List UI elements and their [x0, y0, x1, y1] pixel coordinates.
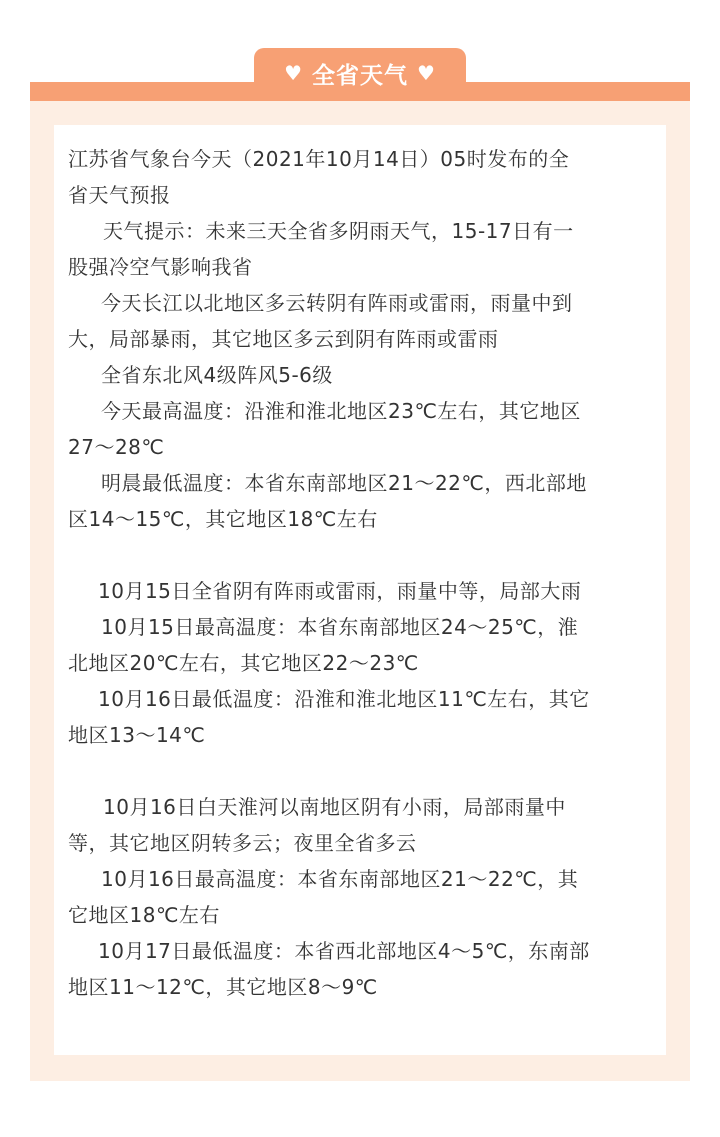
- text-line: 今天长江以北地区多云转阴有阵雨或雷雨，雨量中到: [101, 291, 573, 315]
- heart-icon: ♥: [417, 61, 436, 85]
- text-line: 明晨最低温度：本省东南部地区21～22℃，西北部地: [101, 471, 587, 495]
- text-line: 10月15日全省阴有阵雨或雷雨，雨量中等，局部大雨: [98, 579, 582, 603]
- heart-icon: ♥: [284, 61, 303, 85]
- text-line: 等，其它地区阴转多云；夜里全省多云: [68, 831, 417, 855]
- text-line: 地区11～12℃，其它地区8～9℃: [68, 975, 378, 999]
- text-line: 10月16日最高温度：本省东南部地区21～22℃，其: [101, 867, 579, 891]
- text-line: 省天气预报: [68, 183, 171, 207]
- text-line: 今天最高温度：沿淮和淮北地区23℃左右，其它地区: [101, 399, 581, 423]
- text-line: 10月16日白天淮河以南地区阴有小雨，局部雨量中: [103, 795, 566, 819]
- text-line: 地区13～14℃: [68, 723, 206, 747]
- text-line: 10月16日最低温度：沿淮和淮北地区11℃左右，其它: [98, 687, 590, 711]
- text-line: 全省东北风4级阵风5-6级: [101, 363, 333, 387]
- text-line: 江苏省气象台今天（2021年10月14日）05时发布的全: [68, 147, 570, 171]
- text-line: 10月15日最高温度：本省东南部地区24～25℃，淮: [101, 615, 579, 639]
- section-header: [254, 48, 466, 98]
- text-line: 区14～15℃，其它地区18℃左右: [68, 507, 378, 531]
- text-line: 它地区18℃左右: [68, 903, 220, 927]
- text-line: 北地区20℃左右，其它地区22～23℃: [68, 651, 419, 675]
- text-line: 27～28℃: [68, 435, 165, 459]
- section-title: 全省天气: [312, 62, 408, 89]
- text-line: 大，局部暴雨，其它地区多云到阴有阵雨或雷雨: [68, 327, 499, 351]
- text-line: 股强冷空气影响我省: [68, 255, 253, 279]
- text-line: 天气提示：未来三天全省多阴雨天气，15-17日有一: [103, 219, 574, 243]
- text-line: 10月17日最低温度：本省西北部地区4～5℃，东南部: [98, 939, 590, 963]
